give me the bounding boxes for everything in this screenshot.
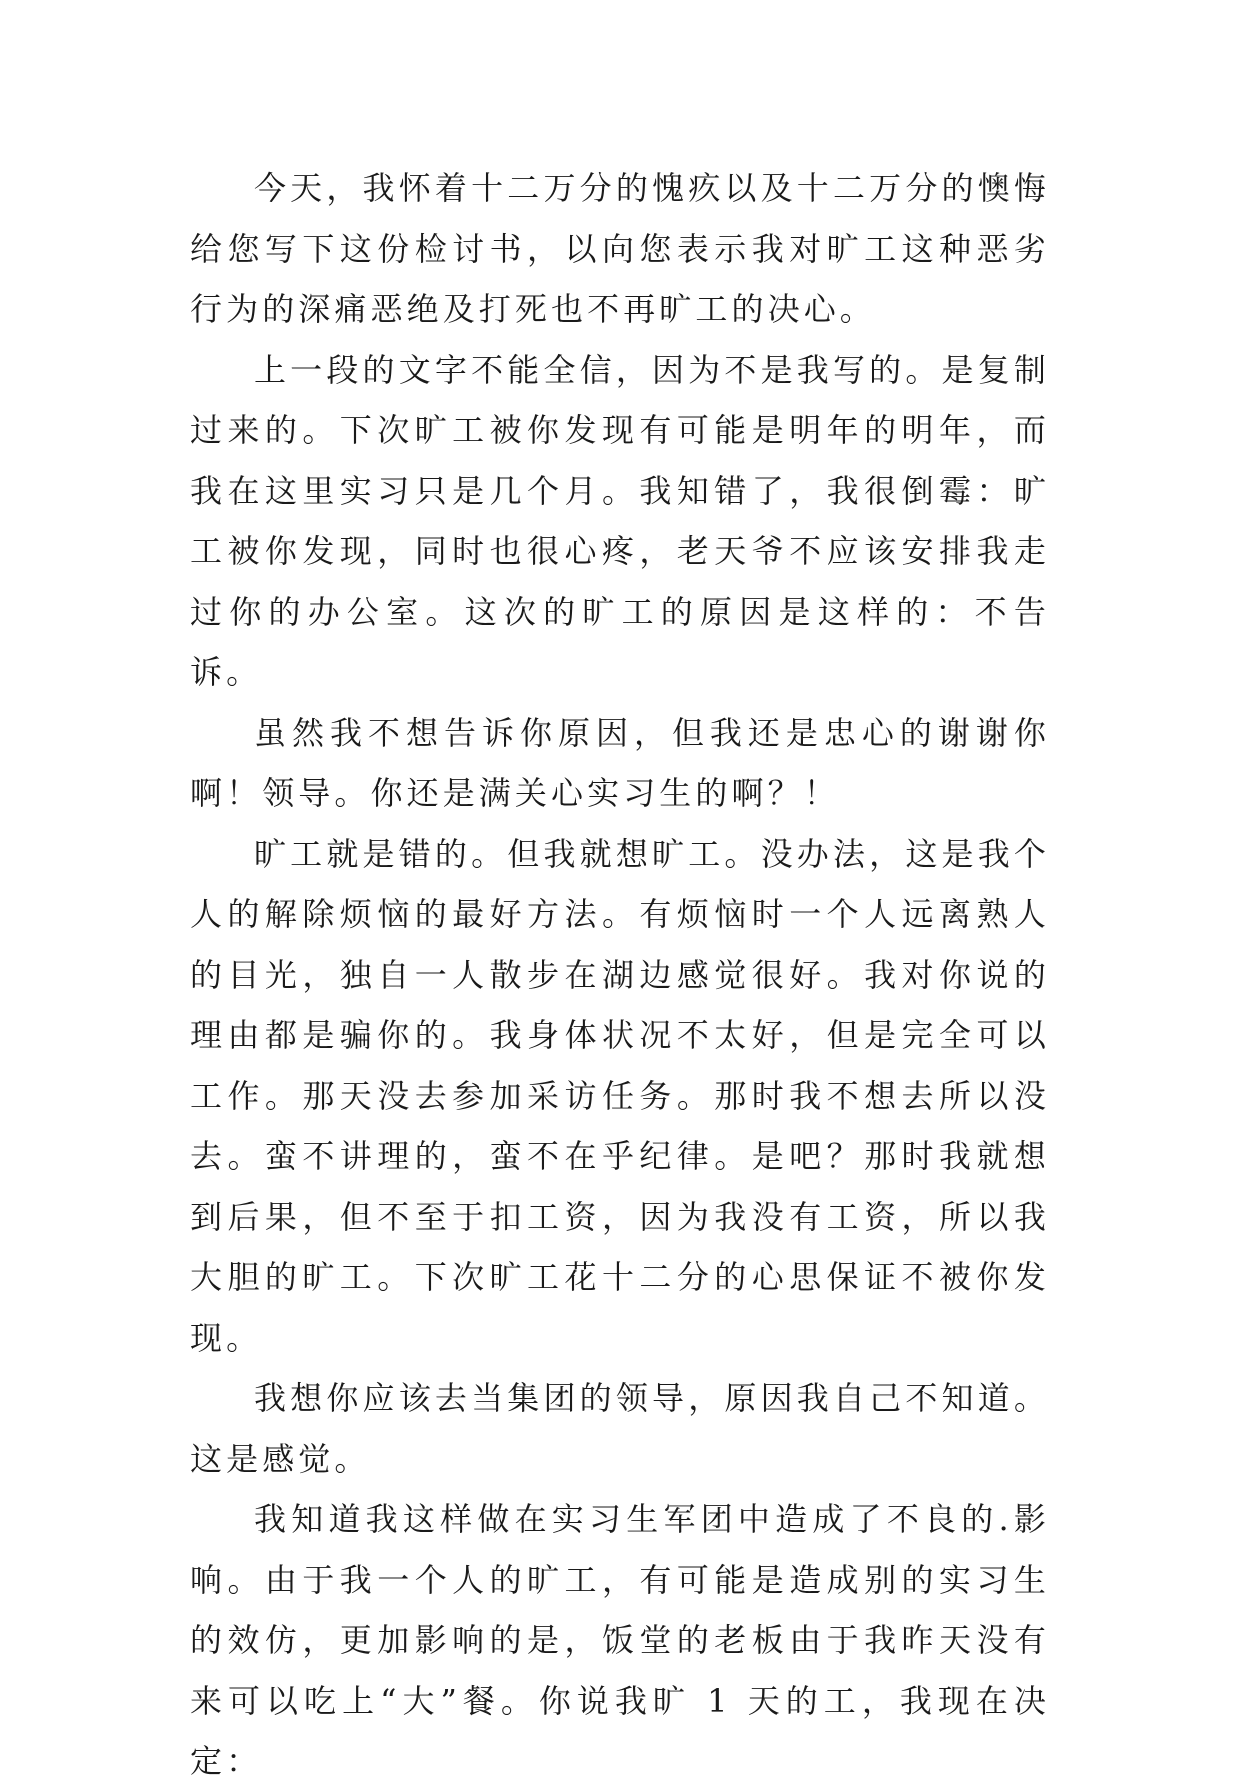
paragraph-5: 我想你应该去当集团的领导，原因我自己不知道。这是感觉。 [190,1379,1050,1478]
paragraph-6: 我知道我这样做在实习生军团中造成了不良的.影响。由于我一个人的旷工，有可能是造成别的实习生的效仿，更加影响的是，饭堂的老板由于我昨天没有来可以吃上“大”餐。你说我旷 1 天的工，我现在决定： [190,1500,1050,1780]
paragraph-3: 虽然我不想告诉你原因，但我还是忠心的谢谢你啊！领导。你还是满关心实习生的啊？！ [190,713,1050,812]
paragraph-2: 上一段的文字不能全信，因为不是我写的。是复制过来的。下次旷工被你发现有可能是明年的明年，而我在这里实习只是几个月。我知错了，我很倒霉：旷工被你发现，同时也很心疼，老天爷不应该安排我走过你的办公室。这次的旷工的原因是这样的：不告诉。 [190,350,1050,691]
paragraph-4: 旷工就是错的。但我就想旷工。没办法，这是我个人的解除烦恼的最好方法。有烦恼时一个人远离熟人的目光，独自一人散步在湖边感觉很好。我对你说的理由都是骗你的。我身体状况不太好，但是完全可以工作。那天没去参加采访任务。那时我不想去所以没去。蛮不讲理的，蛮不在乎纪律。是吧？那时我就想到后果，但不至于扣工资，因为我没有工资，所以我大胆的旷工。下次旷工花十二分的心思保证不被你发现。 [190,834,1050,1357]
document-body [190,158,1050,1792]
paragraph-1: 今天，我怀着十二万分的愧疚以及十二万分的懊悔给您写下这份检讨书，以向您表示我对旷工这种恶劣行为的深痛恶绝及打死也不再旷工的决心。 [190,169,1050,328]
